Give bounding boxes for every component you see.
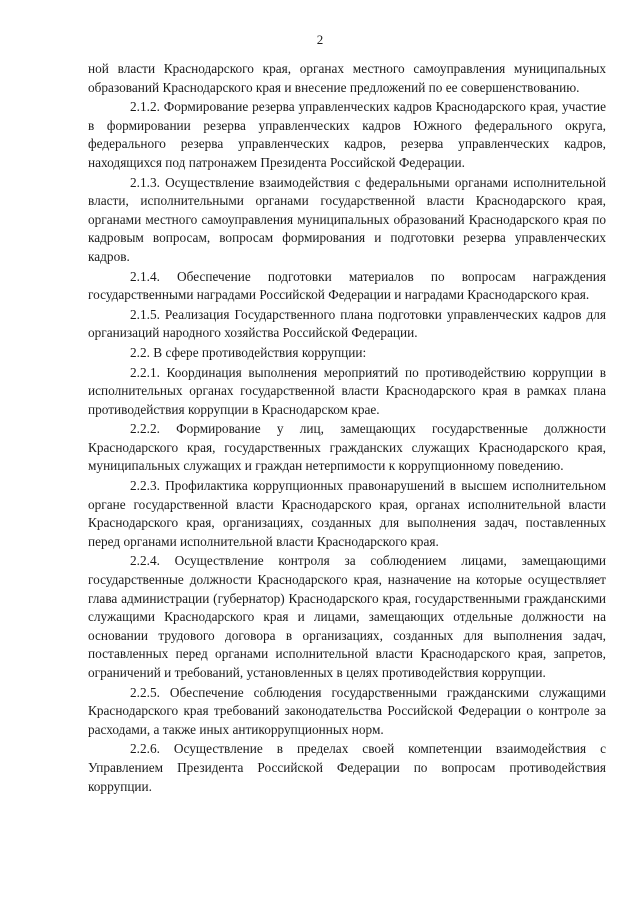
document-body xyxy=(88,60,606,796)
paragraph-2-2-3: 2.2.3. Профилактика коррупционных правонарушений в высшем исполнительном органе государственной власти Краснодарского края, органах исполнительной власти Краснодарского края, организациях, созданных для выполнения задач, поставленных перед органами исполнительной власти Краснодарского края. xyxy=(88,478,606,549)
section-heading-2-2: 2.2. В сфере противодействия коррупции: xyxy=(130,344,367,360)
paragraph-2-1-4: 2.1.4. Обеспечение подготовки материалов по вопросам награждения государственными наградами Российской Федерации и наградами Краснодарского края. xyxy=(88,268,606,303)
paragraph-2-1-5: 2.1.5. Реализация Государственного плана подготовки управленческих кадров для организаций народного хозяйства Российской Федерации. xyxy=(88,306,606,341)
paragraph-2-2-5: 2.2.5. Обеспечение соблюдения государственными гражданскими служащими Краснодарского края требований законодательства Российской Федерации о контроле за расходами, а также иных антикоррупционных норм. xyxy=(88,684,606,737)
paragraph-2-2-6: 2.2.6. Осуществление в пределах своей компетенции взаимодействия с Управлением Президента Российской Федерации по вопросам противодействия коррупции. xyxy=(88,741,606,794)
paragraph-2-2-2: 2.2.2. Формирование у лиц, замещающих государственные должности Краснодарского края, государственных гражданских служащих Краснодарского края, муниципальных служащих и граждан нетерпимости к коррупционному поведению. xyxy=(88,421,606,474)
paragraph-2-2-1: 2.2.1. Координация выполнения мероприятий по противодействию коррупции в исполнительных органах государственной власти Краснодарского края в рамках плана противодействия коррупции в Краснодарском крае. xyxy=(88,364,606,417)
paragraph-2-2-4: 2.2.4. Осуществление контроля за соблюдением лицами, замещающими государственные должности Краснодарского края, назначение на которые осуществляет глава администрации (губернатор) Краснодарского края, государственными гражданскими служащими Краснодарского края и лицами, замещающих отдельные должности на основании трудового договора в организациях, созданных для выполнения задач, поставленных перед органами исполнительной власти Краснодарского края, запретов, ограничений и требований, установленных в целях противодействия коррупции. xyxy=(88,553,606,680)
page-number: 2 xyxy=(316,32,324,47)
paragraph-2-1-3: 2.1.3. Осуществление взаимодействия с федеральными органами исполнительной власти, исполнительными органами государственной власти Краснодарского края, органами местного самоуправления муниципальных образований Краснодарского края по кадровым вопросам, вопросам формирования и подготовки резерва управленческих кадров. xyxy=(88,174,606,264)
paragraph-continuation: ной власти Краснодарского края, органах местного самоуправления муниципальных образований Краснодарского края и внесение предложений по ее совершенствованию. xyxy=(88,61,606,95)
paragraph-2-1-2: 2.1.2. Формирование резерва управленческих кадров Краснодарского края, участие в формировании резерва управленческих кадров Южного федерального округа, федерального резерва управленческих кадров, резерва управленческих кадров, находящихся под патронажем Президента Российской Федерации. xyxy=(88,99,606,170)
